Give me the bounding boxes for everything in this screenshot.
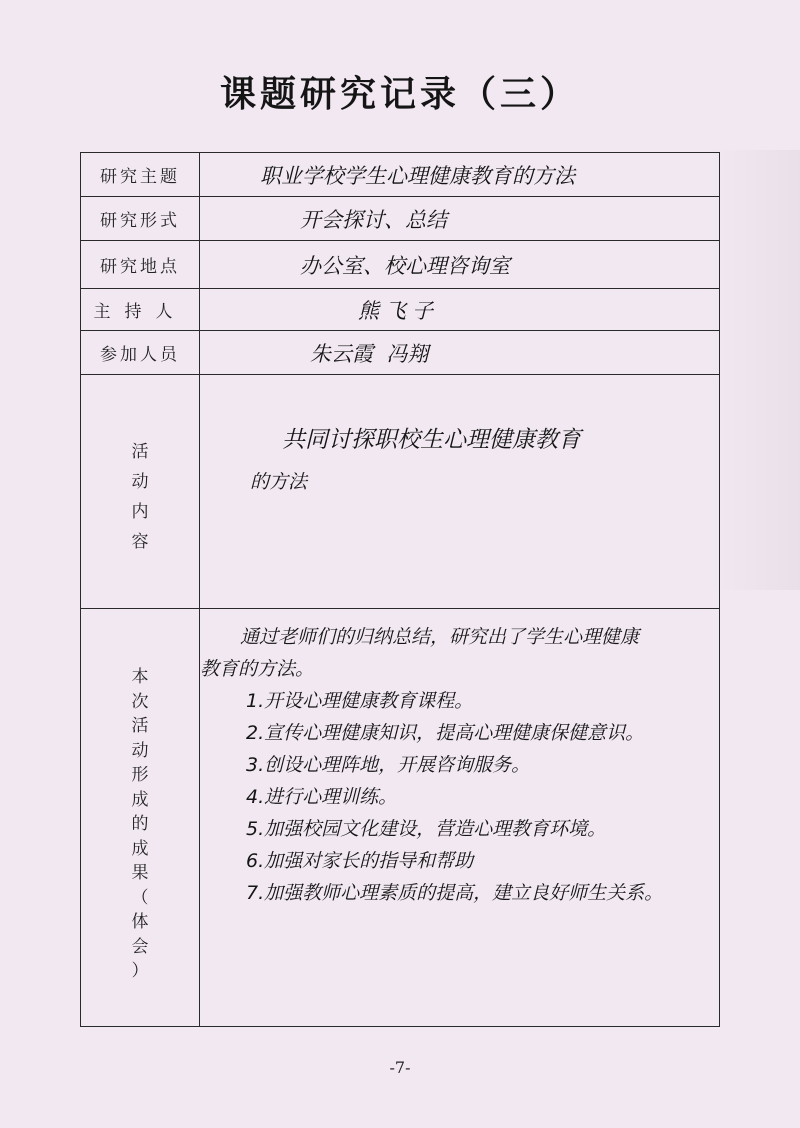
results-label-char: ） (131, 961, 149, 981)
activity-line: 共同讨探职校生心理健康教育 (282, 427, 581, 453)
participants-label: 参加人员 (81, 331, 200, 375)
results-label-char: 体 (131, 912, 149, 932)
results-item: 3.创设心理阵地，开展咨询服务。 (246, 754, 531, 776)
location-value (200, 241, 720, 289)
topic-label: 研究主题 (81, 153, 200, 197)
activity-label-char: 活 (131, 441, 149, 462)
activity-label-char: 内 (131, 501, 149, 522)
participants-value (200, 331, 720, 375)
table-row (81, 153, 720, 197)
page-number: -7- (389, 1058, 411, 1077)
results-label-char: 会 (131, 936, 149, 957)
results-label (81, 609, 200, 1027)
activity-label-char: 容 (131, 531, 149, 552)
results-item: 7.加强教师心理素质的提高，建立良好师生关系。 (246, 882, 664, 904)
table-row (81, 609, 720, 1027)
activity-line: 的方法 (250, 471, 308, 493)
table-row (81, 289, 720, 331)
page-bleed-through (710, 150, 800, 590)
results-label-char: 的 (131, 814, 149, 834)
results-item: 6.加强对家长的指导和帮助 (246, 850, 474, 872)
host-value-text: 熊飞子 (358, 298, 439, 323)
format-value-text: 开会探讨、总结 (300, 207, 447, 232)
format-value (200, 197, 720, 241)
format-label: 研究形式 (81, 197, 200, 241)
results-label-char: （ (131, 887, 149, 908)
results-label-char: 次 (131, 691, 149, 712)
results-label-char: 本 (131, 667, 149, 687)
results-item: 5.加强校园文化建设，营造心理教育环境。 (246, 818, 607, 840)
results-item: 1.开设心理健康教育课程。 (246, 690, 474, 712)
results-intro-line: 通过老师们的归纳总结，研究出了学生心理健康 (240, 626, 640, 648)
research-record-table (80, 152, 720, 1027)
topic-value-text: 职业学校学生心理健康教育的方法 (260, 163, 575, 188)
results-label-char: 果 (131, 863, 149, 883)
participants-value-text: 朱云霞 冯翔 (310, 341, 429, 366)
activity-label-char: 动 (131, 471, 149, 492)
results-label-char: 动 (131, 740, 149, 761)
location-label: 研究地点 (81, 241, 200, 289)
results-label-char: 成 (131, 789, 149, 810)
results-label-char: 成 (131, 838, 149, 859)
table-row (81, 197, 720, 241)
activity-content (200, 375, 720, 609)
table-row (81, 241, 720, 289)
results-item: 4.进行心理训练。 (246, 786, 398, 808)
location-value-text: 办公室、校心理咨询室 (300, 253, 510, 278)
host-label: 主持人 (81, 289, 200, 331)
results-item: 2.宣传心理健康知识，提高心理健康保健意识。 (246, 722, 645, 744)
host-value (200, 289, 720, 331)
results-content (200, 609, 720, 1027)
table-row (81, 375, 720, 609)
topic-value (200, 153, 720, 197)
results-label-char: 活 (131, 716, 149, 736)
results-label-char: 形 (131, 765, 149, 785)
table-row (81, 331, 720, 375)
page-title: 课题研究记录（三） (219, 73, 580, 115)
activity-label (81, 375, 200, 609)
results-intro-line: 教育的方法。 (200, 658, 315, 680)
